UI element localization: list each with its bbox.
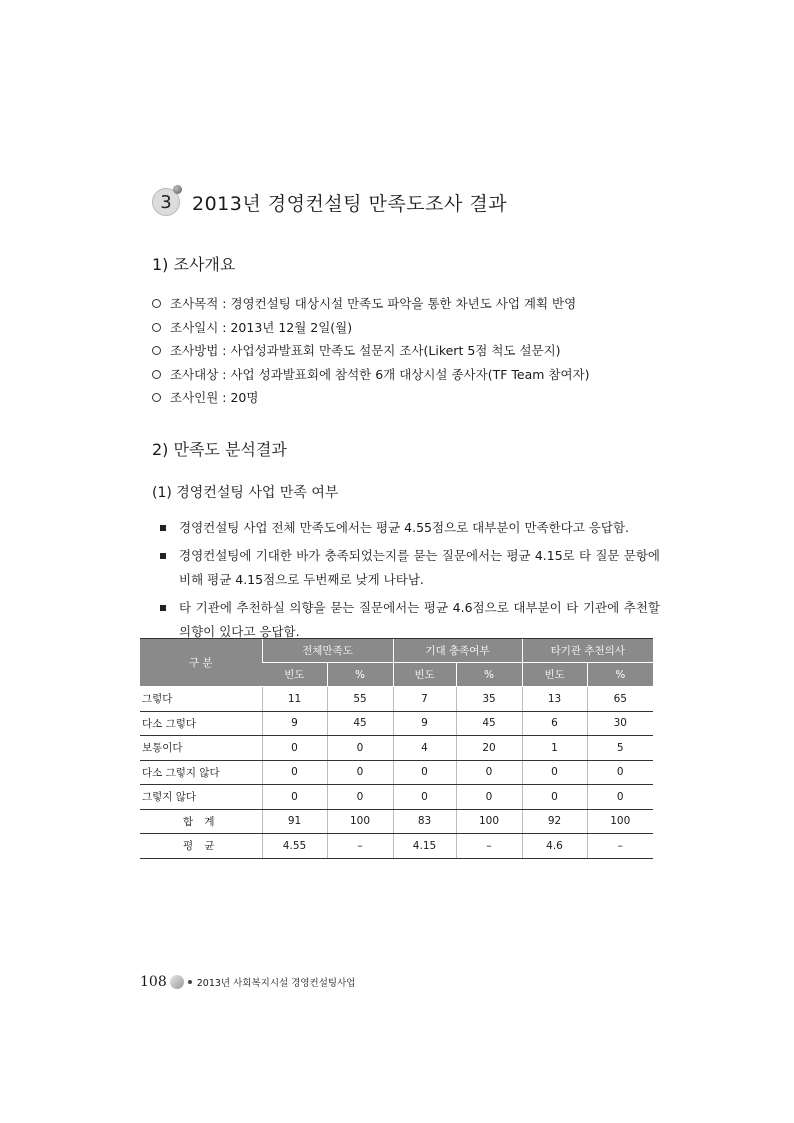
header-sub: % <box>587 663 653 687</box>
table-cell: 6 <box>522 711 587 736</box>
table-cell: 0 <box>327 760 393 785</box>
analysis-heading: 2) 만족도 분석결과 <box>152 440 287 459</box>
analysis-bullet: 경영컨설팅에 기대한 바가 충족되었는지를 묻는 질문에서는 평균 4.15로 타 질문 문항에 비해 평균 4.15점으로 두번째로 낮게 나타남. <box>160 544 660 592</box>
header-group-overall: 전체만족도 <box>262 639 393 663</box>
table-cell: – <box>456 834 522 859</box>
circle-bullet-icon <box>152 299 161 308</box>
table-cell: 100 <box>587 809 653 834</box>
table-cell: 4.55 <box>262 834 327 859</box>
header-group-expectation: 기대 충족여부 <box>393 639 522 663</box>
table-row <box>140 687 653 712</box>
table-cell: 91 <box>262 809 327 834</box>
header-sub: % <box>456 663 522 687</box>
table-cell: 0 <box>393 760 456 785</box>
analysis-subheading: (1) 경영컨설팅 사업 만족 여부 <box>152 485 339 501</box>
page-footer <box>140 974 355 990</box>
table-cell: 0 <box>393 785 456 810</box>
header-sub: % <box>327 663 393 687</box>
circle-bullet-icon <box>152 346 161 355</box>
table-row-average <box>140 834 653 859</box>
section-number: 3 <box>160 191 172 213</box>
table-cell: 0 <box>587 785 653 810</box>
table-cell: 4 <box>393 736 456 761</box>
header-group-recommend: 타기관 추천의사 <box>522 639 653 663</box>
analysis-bullet: 경영컨설팅 사업 전체 만족도에서는 평균 4.55점으로 대부분이 만족한다고 응답함. <box>160 516 660 540</box>
table-cell: 9 <box>393 711 456 736</box>
analysis-bullet-list <box>160 516 660 648</box>
row-label: 그렇지 않다 <box>140 785 262 810</box>
table-row <box>140 760 653 785</box>
header-sub: 빈도 <box>393 663 456 687</box>
table-cell: 92 <box>522 809 587 834</box>
row-label: 그렇다 <box>140 687 262 712</box>
circle-bullet-icon <box>152 323 161 332</box>
table-cell: 4.15 <box>393 834 456 859</box>
row-label: 합 계 <box>140 809 262 834</box>
table-cell: 65 <box>587 687 653 712</box>
table-cell: 0 <box>587 760 653 785</box>
analysis-bullet: 타 기관에 추천하실 의향을 묻는 질문에서는 평균 4.6점으로 대부분이 타 기관에 추천할 의향이 있다고 응답함. <box>160 596 660 644</box>
table-cell: 45 <box>456 711 522 736</box>
row-label: 다소 그렇다 <box>140 711 262 736</box>
table-cell: 0 <box>456 760 522 785</box>
square-bullet-icon <box>160 605 166 611</box>
table-cell: 30 <box>587 711 653 736</box>
table-cell: 55 <box>327 687 393 712</box>
table-cell: 0 <box>327 736 393 761</box>
square-bullet-icon <box>160 525 166 531</box>
table-cell: 4.6 <box>522 834 587 859</box>
overview-list <box>152 292 590 410</box>
row-label: 다소 그렇지 않다 <box>140 760 262 785</box>
header-sub: 빈도 <box>522 663 587 687</box>
table-cell: 5 <box>587 736 653 761</box>
square-bullet-icon <box>160 553 166 559</box>
table-cell: – <box>587 834 653 859</box>
table-cell: 1 <box>522 736 587 761</box>
header-sub: 빈도 <box>262 663 327 687</box>
table-cell: 0 <box>262 760 327 785</box>
overview-item: 조사일시 : 2013년 12월 2일(월) <box>152 316 590 340</box>
table-cell: 0 <box>522 760 587 785</box>
table-cell: 9 <box>262 711 327 736</box>
footer-ornament-icon <box>170 975 184 989</box>
section-heading <box>152 188 507 216</box>
table-cell: 0 <box>522 785 587 810</box>
overview-item: 조사목적 : 경영컨설팅 대상시설 만족도 파악을 통한 차년도 사업 계획 반영 <box>152 292 590 316</box>
overview-item: 조사대상 : 사업 성과발표회에 참석한 6개 대상시설 종사자(TF Team 참여자) <box>152 363 590 387</box>
table-cell: 83 <box>393 809 456 834</box>
table-cell: 0 <box>262 785 327 810</box>
page-number: 108 <box>140 974 167 990</box>
table-cell: 13 <box>522 687 587 712</box>
table-row <box>140 785 653 810</box>
circle-bullet-icon <box>152 370 161 379</box>
table-cell: 11 <box>262 687 327 712</box>
satisfaction-table <box>140 638 653 859</box>
footer-doc-title: 2013년 사회복지시설 경영컨설팅사업 <box>196 978 356 989</box>
table-cell: 100 <box>456 809 522 834</box>
footer-dot-icon <box>188 980 192 984</box>
header-category: 구 분 <box>140 639 262 687</box>
table-cell: 20 <box>456 736 522 761</box>
table-cell: 7 <box>393 687 456 712</box>
table-cell: 0 <box>456 785 522 810</box>
badge-dot-icon <box>173 185 182 194</box>
section-title: 2013년 경영컨설팅 만족도조사 결과 <box>192 192 508 215</box>
overview-item: 조사방법 : 사업성과발표회 만족도 설문지 조사(Likert 5점 척도 설문지) <box>152 339 590 363</box>
table-row-total <box>140 809 653 834</box>
table-cell: – <box>327 834 393 859</box>
table-cell: 45 <box>327 711 393 736</box>
table-cell: 35 <box>456 687 522 712</box>
row-label: 평 균 <box>140 834 262 859</box>
table-row <box>140 736 653 761</box>
table-cell: 0 <box>327 785 393 810</box>
row-label: 보통이다 <box>140 736 262 761</box>
overview-item: 조사인원 : 20명 <box>152 386 590 410</box>
circle-bullet-icon <box>152 393 161 402</box>
overview-heading: 1) 조사개요 <box>152 255 236 274</box>
table-cell: 100 <box>327 809 393 834</box>
section-number-badge <box>152 188 180 216</box>
table-cell: 0 <box>262 736 327 761</box>
table-row <box>140 711 653 736</box>
